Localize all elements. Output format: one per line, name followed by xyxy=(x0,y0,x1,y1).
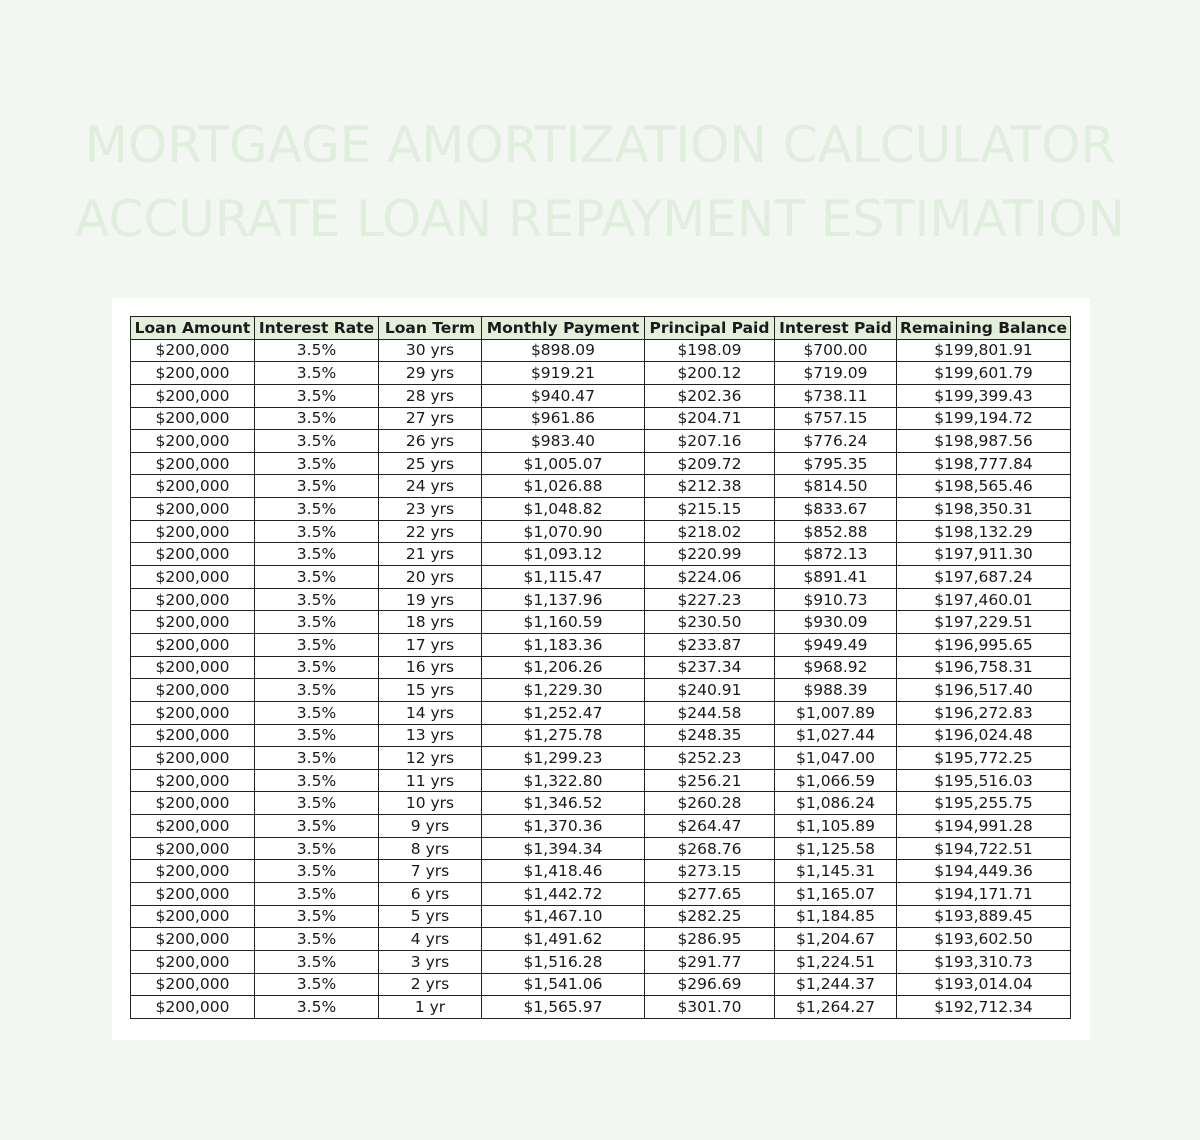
cell-remaining-balance[interactable]: $195,255.75 xyxy=(897,792,1071,815)
cell-monthly-payment[interactable]: $1,418.46 xyxy=(482,860,645,883)
cell-interest-rate[interactable]: 3.5% xyxy=(255,498,379,521)
title-line-1: MORTGAGE AMORTIZATION CALCULATOR xyxy=(84,116,1116,174)
cell-principal-paid[interactable]: $252.23 xyxy=(645,747,775,770)
cell-interest-rate[interactable]: 3.5% xyxy=(255,973,379,996)
cell-monthly-payment[interactable]: $1,048.82 xyxy=(482,498,645,521)
cell-loan-term[interactable]: 27 yrs xyxy=(379,407,482,430)
table-row xyxy=(131,837,1071,860)
table-row xyxy=(131,407,1071,430)
cell-interest-rate[interactable]: 3.5% xyxy=(255,339,379,362)
cell-interest-rate[interactable]: 3.5% xyxy=(255,701,379,724)
cell-interest-paid[interactable]: $1,105.89 xyxy=(775,815,897,838)
cell-principal-paid[interactable]: $207.16 xyxy=(645,430,775,453)
cell-monthly-payment[interactable]: $1,229.30 xyxy=(482,679,645,702)
cell-principal-paid[interactable]: $264.47 xyxy=(645,815,775,838)
cell-loan-amount[interactable]: $200,000 xyxy=(131,611,255,634)
cell-interest-rate[interactable]: 3.5% xyxy=(255,679,379,702)
cell-loan-term[interactable]: 14 yrs xyxy=(379,701,482,724)
cell-monthly-payment[interactable]: $1,093.12 xyxy=(482,543,645,566)
cell-monthly-payment[interactable]: $1,394.34 xyxy=(482,837,645,860)
table-row xyxy=(131,792,1071,815)
cell-interest-rate[interactable]: 3.5% xyxy=(255,430,379,453)
cell-interest-paid[interactable]: $1,264.27 xyxy=(775,996,897,1019)
cell-remaining-balance[interactable]: $193,014.04 xyxy=(897,973,1071,996)
table-row xyxy=(131,679,1071,702)
cell-interest-rate[interactable]: 3.5% xyxy=(255,792,379,815)
table-row xyxy=(131,928,1071,951)
table-body xyxy=(131,339,1071,1018)
cell-remaining-balance[interactable]: $195,772.25 xyxy=(897,747,1071,770)
cell-loan-term[interactable]: 1 yr xyxy=(379,996,482,1019)
cell-loan-term[interactable]: 12 yrs xyxy=(379,747,482,770)
cell-interest-rate[interactable]: 3.5% xyxy=(255,407,379,430)
cell-loan-amount[interactable]: $200,000 xyxy=(131,815,255,838)
cell-interest-rate[interactable]: 3.5% xyxy=(255,475,379,498)
table-row xyxy=(131,566,1071,589)
cell-loan-amount[interactable]: $200,000 xyxy=(131,973,255,996)
cell-interest-paid[interactable]: $1,145.31 xyxy=(775,860,897,883)
cell-monthly-payment[interactable]: $1,565.97 xyxy=(482,996,645,1019)
cell-remaining-balance[interactable]: $198,777.84 xyxy=(897,452,1071,475)
cell-principal-paid[interactable]: $268.76 xyxy=(645,837,775,860)
cell-loan-term[interactable]: 30 yrs xyxy=(379,339,482,362)
table-row xyxy=(131,905,1071,928)
table-row xyxy=(131,883,1071,906)
cell-loan-term[interactable]: 21 yrs xyxy=(379,543,482,566)
cell-monthly-payment[interactable]: $1,275.78 xyxy=(482,724,645,747)
table-row xyxy=(131,611,1071,634)
cell-interest-rate[interactable]: 3.5% xyxy=(255,769,379,792)
cell-monthly-payment[interactable]: $919.21 xyxy=(482,362,645,385)
cell-remaining-balance[interactable]: $194,449.36 xyxy=(897,860,1071,883)
table-row xyxy=(131,815,1071,838)
cell-monthly-payment[interactable]: $1,541.06 xyxy=(482,973,645,996)
cell-interest-rate[interactable]: 3.5% xyxy=(255,362,379,385)
cell-interest-paid[interactable]: $988.39 xyxy=(775,679,897,702)
table-row xyxy=(131,860,1071,883)
cell-principal-paid[interactable]: $301.70 xyxy=(645,996,775,1019)
cell-monthly-payment[interactable]: $1,137.96 xyxy=(482,588,645,611)
cell-interest-paid[interactable]: $833.67 xyxy=(775,498,897,521)
cell-principal-paid[interactable]: $244.58 xyxy=(645,701,775,724)
cell-interest-rate[interactable]: 3.5% xyxy=(255,656,379,679)
cell-loan-term[interactable]: 11 yrs xyxy=(379,769,482,792)
cell-monthly-payment[interactable]: $1,252.47 xyxy=(482,701,645,724)
cell-loan-term[interactable]: 18 yrs xyxy=(379,611,482,634)
cell-interest-paid[interactable]: $1,047.00 xyxy=(775,747,897,770)
cell-interest-paid[interactable]: $1,027.44 xyxy=(775,724,897,747)
table-row xyxy=(131,724,1071,747)
cell-loan-amount[interactable]: $200,000 xyxy=(131,905,255,928)
cell-loan-term[interactable]: 5 yrs xyxy=(379,905,482,928)
cell-loan-amount[interactable]: $200,000 xyxy=(131,996,255,1019)
cell-loan-amount[interactable]: $200,000 xyxy=(131,475,255,498)
cell-principal-paid[interactable]: $248.35 xyxy=(645,724,775,747)
cell-monthly-payment[interactable]: $1,026.88 xyxy=(482,475,645,498)
table-row xyxy=(131,475,1071,498)
cell-interest-paid[interactable]: $891.41 xyxy=(775,566,897,589)
cell-monthly-payment[interactable]: $1,467.10 xyxy=(482,905,645,928)
table-row xyxy=(131,996,1071,1019)
cell-interest-rate[interactable]: 3.5% xyxy=(255,452,379,475)
cell-interest-paid[interactable]: $852.88 xyxy=(775,520,897,543)
cell-principal-paid[interactable]: $212.38 xyxy=(645,475,775,498)
cell-monthly-payment[interactable]: $898.09 xyxy=(482,339,645,362)
cell-loan-term[interactable]: 19 yrs xyxy=(379,588,482,611)
cell-remaining-balance[interactable]: $192,712.34 xyxy=(897,996,1071,1019)
spreadsheet-area xyxy=(112,298,1090,1040)
table-row xyxy=(131,452,1071,475)
table-row xyxy=(131,747,1071,770)
cell-remaining-balance[interactable]: $198,987.56 xyxy=(897,430,1071,453)
cell-monthly-payment[interactable]: $1,206.26 xyxy=(482,656,645,679)
cell-loan-amount[interactable]: $200,000 xyxy=(131,747,255,770)
amortization-table xyxy=(130,316,1071,1019)
cell-loan-term[interactable]: 13 yrs xyxy=(379,724,482,747)
cell-loan-term[interactable]: 3 yrs xyxy=(379,950,482,973)
cell-interest-rate[interactable]: 3.5% xyxy=(255,996,379,1019)
cell-loan-amount[interactable]: $200,000 xyxy=(131,950,255,973)
cell-principal-paid[interactable]: $200.12 xyxy=(645,362,775,385)
cell-loan-term[interactable]: 7 yrs xyxy=(379,860,482,883)
cell-loan-amount[interactable]: $200,000 xyxy=(131,656,255,679)
cell-monthly-payment[interactable]: $1,160.59 xyxy=(482,611,645,634)
cell-monthly-payment[interactable]: $1,346.52 xyxy=(482,792,645,815)
cell-loan-amount[interactable]: $200,000 xyxy=(131,928,255,951)
header-monthly-payment[interactable]: Monthly Payment xyxy=(482,317,645,340)
cell-principal-paid[interactable]: $237.34 xyxy=(645,656,775,679)
header-principal-paid[interactable]: Principal Paid xyxy=(645,317,775,340)
cell-interest-paid[interactable]: $795.35 xyxy=(775,452,897,475)
table-row xyxy=(131,633,1071,656)
cell-monthly-payment[interactable]: $1,322.80 xyxy=(482,769,645,792)
cell-loan-amount[interactable]: $200,000 xyxy=(131,520,255,543)
cell-monthly-payment[interactable]: $1,491.62 xyxy=(482,928,645,951)
cell-monthly-payment[interactable]: $1,442.72 xyxy=(482,883,645,906)
cell-interest-paid[interactable]: $1,224.51 xyxy=(775,950,897,973)
header-interest-rate[interactable]: Interest Rate xyxy=(255,317,379,340)
cell-principal-paid[interactable]: $291.77 xyxy=(645,950,775,973)
cell-loan-amount[interactable]: $200,000 xyxy=(131,543,255,566)
cell-interest-rate[interactable]: 3.5% xyxy=(255,815,379,838)
cell-interest-paid[interactable]: $1,125.58 xyxy=(775,837,897,860)
cell-loan-amount[interactable]: $200,000 xyxy=(131,724,255,747)
cell-remaining-balance[interactable]: $196,995.65 xyxy=(897,633,1071,656)
cell-principal-paid[interactable]: $233.87 xyxy=(645,633,775,656)
cell-remaining-balance[interactable]: $196,758.31 xyxy=(897,656,1071,679)
table-row xyxy=(131,384,1071,407)
cell-principal-paid[interactable]: $296.69 xyxy=(645,973,775,996)
cell-interest-paid[interactable]: $700.00 xyxy=(775,339,897,362)
cell-monthly-payment[interactable]: $1,115.47 xyxy=(482,566,645,589)
table-row xyxy=(131,701,1071,724)
cell-loan-term[interactable]: 2 yrs xyxy=(379,973,482,996)
cell-loan-term[interactable]: 4 yrs xyxy=(379,928,482,951)
cell-loan-amount[interactable]: $200,000 xyxy=(131,792,255,815)
cell-remaining-balance[interactable]: $199,194.72 xyxy=(897,407,1071,430)
cell-principal-paid[interactable]: $220.99 xyxy=(645,543,775,566)
cell-principal-paid[interactable]: $204.71 xyxy=(645,407,775,430)
cell-interest-rate[interactable]: 3.5% xyxy=(255,860,379,883)
cell-interest-paid[interactable]: $968.92 xyxy=(775,656,897,679)
page-title xyxy=(0,108,1200,256)
cell-interest-paid[interactable]: $776.24 xyxy=(775,430,897,453)
cell-interest-rate[interactable]: 3.5% xyxy=(255,566,379,589)
cell-loan-amount[interactable]: $200,000 xyxy=(131,339,255,362)
cell-remaining-balance[interactable]: $198,350.31 xyxy=(897,498,1071,521)
cell-interest-rate[interactable]: 3.5% xyxy=(255,905,379,928)
cell-loan-term[interactable]: 23 yrs xyxy=(379,498,482,521)
cell-loan-term[interactable]: 10 yrs xyxy=(379,792,482,815)
cell-loan-term[interactable]: 22 yrs xyxy=(379,520,482,543)
cell-interest-rate[interactable]: 3.5% xyxy=(255,611,379,634)
cell-remaining-balance[interactable]: $196,272.83 xyxy=(897,701,1071,724)
cell-monthly-payment[interactable]: $1,005.07 xyxy=(482,452,645,475)
cell-interest-paid[interactable]: $1,165.07 xyxy=(775,883,897,906)
cell-interest-paid[interactable]: $949.49 xyxy=(775,633,897,656)
cell-remaining-balance[interactable]: $197,687.24 xyxy=(897,566,1071,589)
cell-interest-rate[interactable]: 3.5% xyxy=(255,883,379,906)
cell-loan-amount[interactable]: $200,000 xyxy=(131,566,255,589)
cell-interest-paid[interactable]: $930.09 xyxy=(775,611,897,634)
cell-interest-paid[interactable]: $757.15 xyxy=(775,407,897,430)
cell-principal-paid[interactable]: $286.95 xyxy=(645,928,775,951)
cell-loan-amount[interactable]: $200,000 xyxy=(131,769,255,792)
cell-remaining-balance[interactable]: $199,801.91 xyxy=(897,339,1071,362)
cell-interest-rate[interactable]: 3.5% xyxy=(255,543,379,566)
cell-monthly-payment[interactable]: $940.47 xyxy=(482,384,645,407)
cell-interest-rate[interactable]: 3.5% xyxy=(255,520,379,543)
table-row xyxy=(131,769,1071,792)
cell-remaining-balance[interactable]: $197,460.01 xyxy=(897,588,1071,611)
cell-interest-rate[interactable]: 3.5% xyxy=(255,588,379,611)
cell-remaining-balance[interactable]: $198,132.29 xyxy=(897,520,1071,543)
cell-interest-rate[interactable]: 3.5% xyxy=(255,724,379,747)
cell-principal-paid[interactable]: $198.09 xyxy=(645,339,775,362)
cell-loan-term[interactable]: 25 yrs xyxy=(379,452,482,475)
cell-interest-paid[interactable]: $1,244.37 xyxy=(775,973,897,996)
cell-remaining-balance[interactable]: $195,516.03 xyxy=(897,769,1071,792)
cell-loan-amount[interactable]: $200,000 xyxy=(131,883,255,906)
cell-loan-term[interactable]: 24 yrs xyxy=(379,475,482,498)
cell-loan-amount[interactable]: $200,000 xyxy=(131,407,255,430)
table-row xyxy=(131,973,1071,996)
cell-principal-paid[interactable]: $202.36 xyxy=(645,384,775,407)
table-row xyxy=(131,950,1071,973)
cell-loan-term[interactable]: 20 yrs xyxy=(379,566,482,589)
cell-principal-paid[interactable]: $224.06 xyxy=(645,566,775,589)
cell-monthly-payment[interactable]: $1,299.23 xyxy=(482,747,645,770)
table-row xyxy=(131,339,1071,362)
cell-loan-amount[interactable]: $200,000 xyxy=(131,452,255,475)
cell-interest-paid[interactable]: $1,184.85 xyxy=(775,905,897,928)
cell-loan-amount[interactable]: $200,000 xyxy=(131,362,255,385)
table-row xyxy=(131,588,1071,611)
header-remaining-balance[interactable]: Remaining Balance xyxy=(897,317,1071,340)
cell-interest-paid[interactable]: $910.73 xyxy=(775,588,897,611)
cell-loan-term[interactable]: 6 yrs xyxy=(379,883,482,906)
cell-principal-paid[interactable]: $209.72 xyxy=(645,452,775,475)
cell-remaining-balance[interactable]: $196,517.40 xyxy=(897,679,1071,702)
cell-loan-term[interactable]: 15 yrs xyxy=(379,679,482,702)
cell-interest-rate[interactable]: 3.5% xyxy=(255,928,379,951)
header-loan-amount[interactable]: Loan Amount xyxy=(131,317,255,340)
cell-interest-rate[interactable]: 3.5% xyxy=(255,384,379,407)
cell-principal-paid[interactable]: $227.23 xyxy=(645,588,775,611)
cell-remaining-balance[interactable]: $194,991.28 xyxy=(897,815,1071,838)
cell-principal-paid[interactable]: $282.25 xyxy=(645,905,775,928)
header-interest-paid[interactable]: Interest Paid xyxy=(775,317,897,340)
table-row xyxy=(131,430,1071,453)
cell-loan-amount[interactable]: $200,000 xyxy=(131,633,255,656)
cell-principal-paid[interactable]: $240.91 xyxy=(645,679,775,702)
cell-interest-paid[interactable]: $1,066.59 xyxy=(775,769,897,792)
cell-loan-amount[interactable]: $200,000 xyxy=(131,679,255,702)
cell-remaining-balance[interactable]: $197,911.30 xyxy=(897,543,1071,566)
cell-principal-paid[interactable]: $256.21 xyxy=(645,769,775,792)
cell-principal-paid[interactable]: $273.15 xyxy=(645,860,775,883)
cell-loan-term[interactable]: 26 yrs xyxy=(379,430,482,453)
cell-loan-amount[interactable]: $200,000 xyxy=(131,701,255,724)
cell-interest-paid[interactable]: $1,086.24 xyxy=(775,792,897,815)
cell-remaining-balance[interactable]: $193,310.73 xyxy=(897,950,1071,973)
cell-loan-amount[interactable]: $200,000 xyxy=(131,384,255,407)
cell-remaining-balance[interactable]: $194,171.71 xyxy=(897,883,1071,906)
cell-monthly-payment[interactable]: $1,070.90 xyxy=(482,520,645,543)
cell-interest-paid[interactable]: $1,007.89 xyxy=(775,701,897,724)
cell-remaining-balance[interactable]: $199,601.79 xyxy=(897,362,1071,385)
title-line-2: ACCURATE LOAN REPAYMENT ESTIMATION xyxy=(75,190,1125,248)
cell-loan-term[interactable]: 8 yrs xyxy=(379,837,482,860)
cell-interest-paid[interactable]: $738.11 xyxy=(775,384,897,407)
cell-principal-paid[interactable]: $215.15 xyxy=(645,498,775,521)
cell-monthly-payment[interactable]: $1,183.36 xyxy=(482,633,645,656)
cell-loan-term[interactable]: 16 yrs xyxy=(379,656,482,679)
cell-principal-paid[interactable]: $218.02 xyxy=(645,520,775,543)
table-row xyxy=(131,656,1071,679)
table-row xyxy=(131,498,1071,521)
cell-monthly-payment[interactable]: $961.86 xyxy=(482,407,645,430)
table-row xyxy=(131,362,1071,385)
cell-principal-paid[interactable]: $230.50 xyxy=(645,611,775,634)
header-row xyxy=(131,317,1071,340)
header-loan-term[interactable]: Loan Term xyxy=(379,317,482,340)
cell-interest-rate[interactable]: 3.5% xyxy=(255,633,379,656)
cell-loan-amount[interactable]: $200,000 xyxy=(131,837,255,860)
cell-interest-rate[interactable]: 3.5% xyxy=(255,747,379,770)
cell-interest-paid[interactable]: $719.09 xyxy=(775,362,897,385)
cell-loan-amount[interactable]: $200,000 xyxy=(131,430,255,453)
cell-loan-term[interactable]: 9 yrs xyxy=(379,815,482,838)
cell-principal-paid[interactable]: $277.65 xyxy=(645,883,775,906)
cell-interest-rate[interactable]: 3.5% xyxy=(255,837,379,860)
cell-loan-amount[interactable]: $200,000 xyxy=(131,588,255,611)
cell-remaining-balance[interactable]: $199,399.43 xyxy=(897,384,1071,407)
cell-remaining-balance[interactable]: $193,602.50 xyxy=(897,928,1071,951)
cell-interest-paid[interactable]: $872.13 xyxy=(775,543,897,566)
cell-monthly-payment[interactable]: $983.40 xyxy=(482,430,645,453)
cell-remaining-balance[interactable]: $197,229.51 xyxy=(897,611,1071,634)
table-row xyxy=(131,520,1071,543)
cell-loan-amount[interactable]: $200,000 xyxy=(131,860,255,883)
cell-monthly-payment[interactable]: $1,516.28 xyxy=(482,950,645,973)
cell-remaining-balance[interactable]: $194,722.51 xyxy=(897,837,1071,860)
cell-principal-paid[interactable]: $260.28 xyxy=(645,792,775,815)
table-row xyxy=(131,543,1071,566)
cell-interest-paid[interactable]: $814.50 xyxy=(775,475,897,498)
cell-monthly-payment[interactable]: $1,370.36 xyxy=(482,815,645,838)
cell-remaining-balance[interactable]: $198,565.46 xyxy=(897,475,1071,498)
cell-loan-term[interactable]: 28 yrs xyxy=(379,384,482,407)
cell-loan-term[interactable]: 17 yrs xyxy=(379,633,482,656)
cell-interest-paid[interactable]: $1,204.67 xyxy=(775,928,897,951)
cell-loan-term[interactable]: 29 yrs xyxy=(379,362,482,385)
cell-interest-rate[interactable]: 3.5% xyxy=(255,950,379,973)
cell-remaining-balance[interactable]: $196,024.48 xyxy=(897,724,1071,747)
cell-remaining-balance[interactable]: $193,889.45 xyxy=(897,905,1071,928)
cell-loan-amount[interactable]: $200,000 xyxy=(131,498,255,521)
